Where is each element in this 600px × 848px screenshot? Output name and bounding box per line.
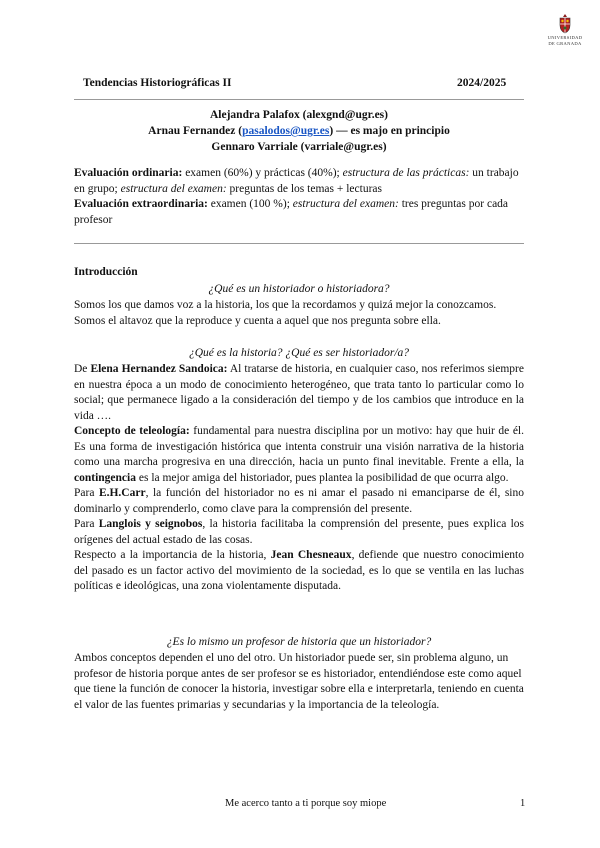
intro-heading: Introducción: [74, 266, 138, 278]
authors-block: [74, 107, 524, 155]
paragraph-profesor: Ambos conceptos dependen el uno del otro. Un historiador puede ser, sin problema alguno, un profesor de historia porque antes de ser profesor se es historiador, entendiéndose este como aquel que tiene la función de conocer la historia, investigar sobre ella e interpretarla, teniendo en cuenta el valor de las fuentes primarias y secundarias y la importancia de la teleología.: [74, 652, 524, 711]
evaluation-block: [74, 166, 524, 228]
university-logo: [540, 12, 590, 46]
paragraph-historian: Somos los que damos voz a la historia, los que la recordamos y quizá mejor la conozcamos. Somos el altavoz que la reproduce y cuenta a aquel que nos pregunta sobre ella.: [74, 299, 497, 327]
logo-text-2: DE GRANADA: [548, 41, 582, 46]
page-number: 1: [520, 798, 526, 809]
evaluation-ordinary: Evaluación ordinaria: examen (60%) y prácticas (40%); estructura de las prácticas: un trabajo en grupo; estructura del examen: preguntas de los temas + lecturas: [74, 167, 519, 195]
paragraph-sandoica: De Elena Hernandez Sandoica: Al tratarse de historia, en cualquier caso, nos referimos siempre en nuestra época a un modo de conocimiento heterogéneo, que trata tanto lo particular como lo social; que permanece ligado a la consideración del tiempo y de los cambios que introduce en la vida ….: [74, 363, 524, 422]
course-title: Tendencias Historiográficas II: [83, 77, 232, 89]
author-3: Gennaro Varriale (varriale@ugr.es): [211, 141, 387, 153]
footer-text: Me acerco tanto a ti porque soy miope: [225, 798, 387, 809]
question-history: ¿Qué es la historia? ¿Qué es ser historiador/a?: [188, 347, 410, 359]
author-1: Alejandra Palafox (alexgnd@ugr.es): [210, 109, 388, 121]
paragraph-carr: Para E.H.Carr, la función del historiador no es ni amar el pasado ni emanciparse de él, sino dominarlo y comprenderlo, como clave para la comprensión del presente.: [74, 487, 525, 515]
paragraph-chesneaux: Respecto a la importancia de la historia, Jean Chesneaux, defiende que nuestro conocimiento del pasado es un factor activo del movimiento de la sociedad, es lo que se ventila en las luchas políticas e ideológicas, una zona violentamente disputada.: [74, 549, 525, 592]
course-year: 2024/2025: [457, 77, 507, 89]
question-profesor: ¿Es lo mismo un profesor de historia que un historiador?: [166, 636, 432, 648]
header-divider: [74, 99, 524, 100]
author-2-email-link[interactable]: pasalodos@ugr.es: [242, 125, 330, 137]
question-historian: ¿Qué es un historiador o historiadora?: [208, 283, 390, 295]
evaluation-divider: [74, 243, 524, 244]
logo-text-1: UNIVERSIDAD: [547, 35, 583, 40]
university-crest-icon: [554, 12, 576, 34]
evaluation-extraordinary: Evaluación extraordinaria: examen (100 %); estructura del examen: tres preguntas por cada profesor: [74, 198, 509, 226]
paragraph-teleologia: Concepto de teleología: fundamental para nuestra disciplina por un motivo: hay que huir de él. Es una forma de investigación histórica que intenta construir una visión narrativa de la historia como una marcha progresiva en una dirección, hacia un punto final inevitable. Frente a ella, la contingencia es la mejor amiga del historiador, pues plantea la posibilidad de que ocurra algo.: [74, 425, 525, 484]
paragraph-langlois: Para Langlois y seignobos, la historia facilitaba la comprensión del presente, pues explica los orígenes del actual estado de las cosas.: [74, 518, 524, 546]
history-block: [74, 362, 524, 595]
author-2: Arnau Fernandez (pasalodos@ugr.es) — es majo en principio: [148, 125, 450, 137]
